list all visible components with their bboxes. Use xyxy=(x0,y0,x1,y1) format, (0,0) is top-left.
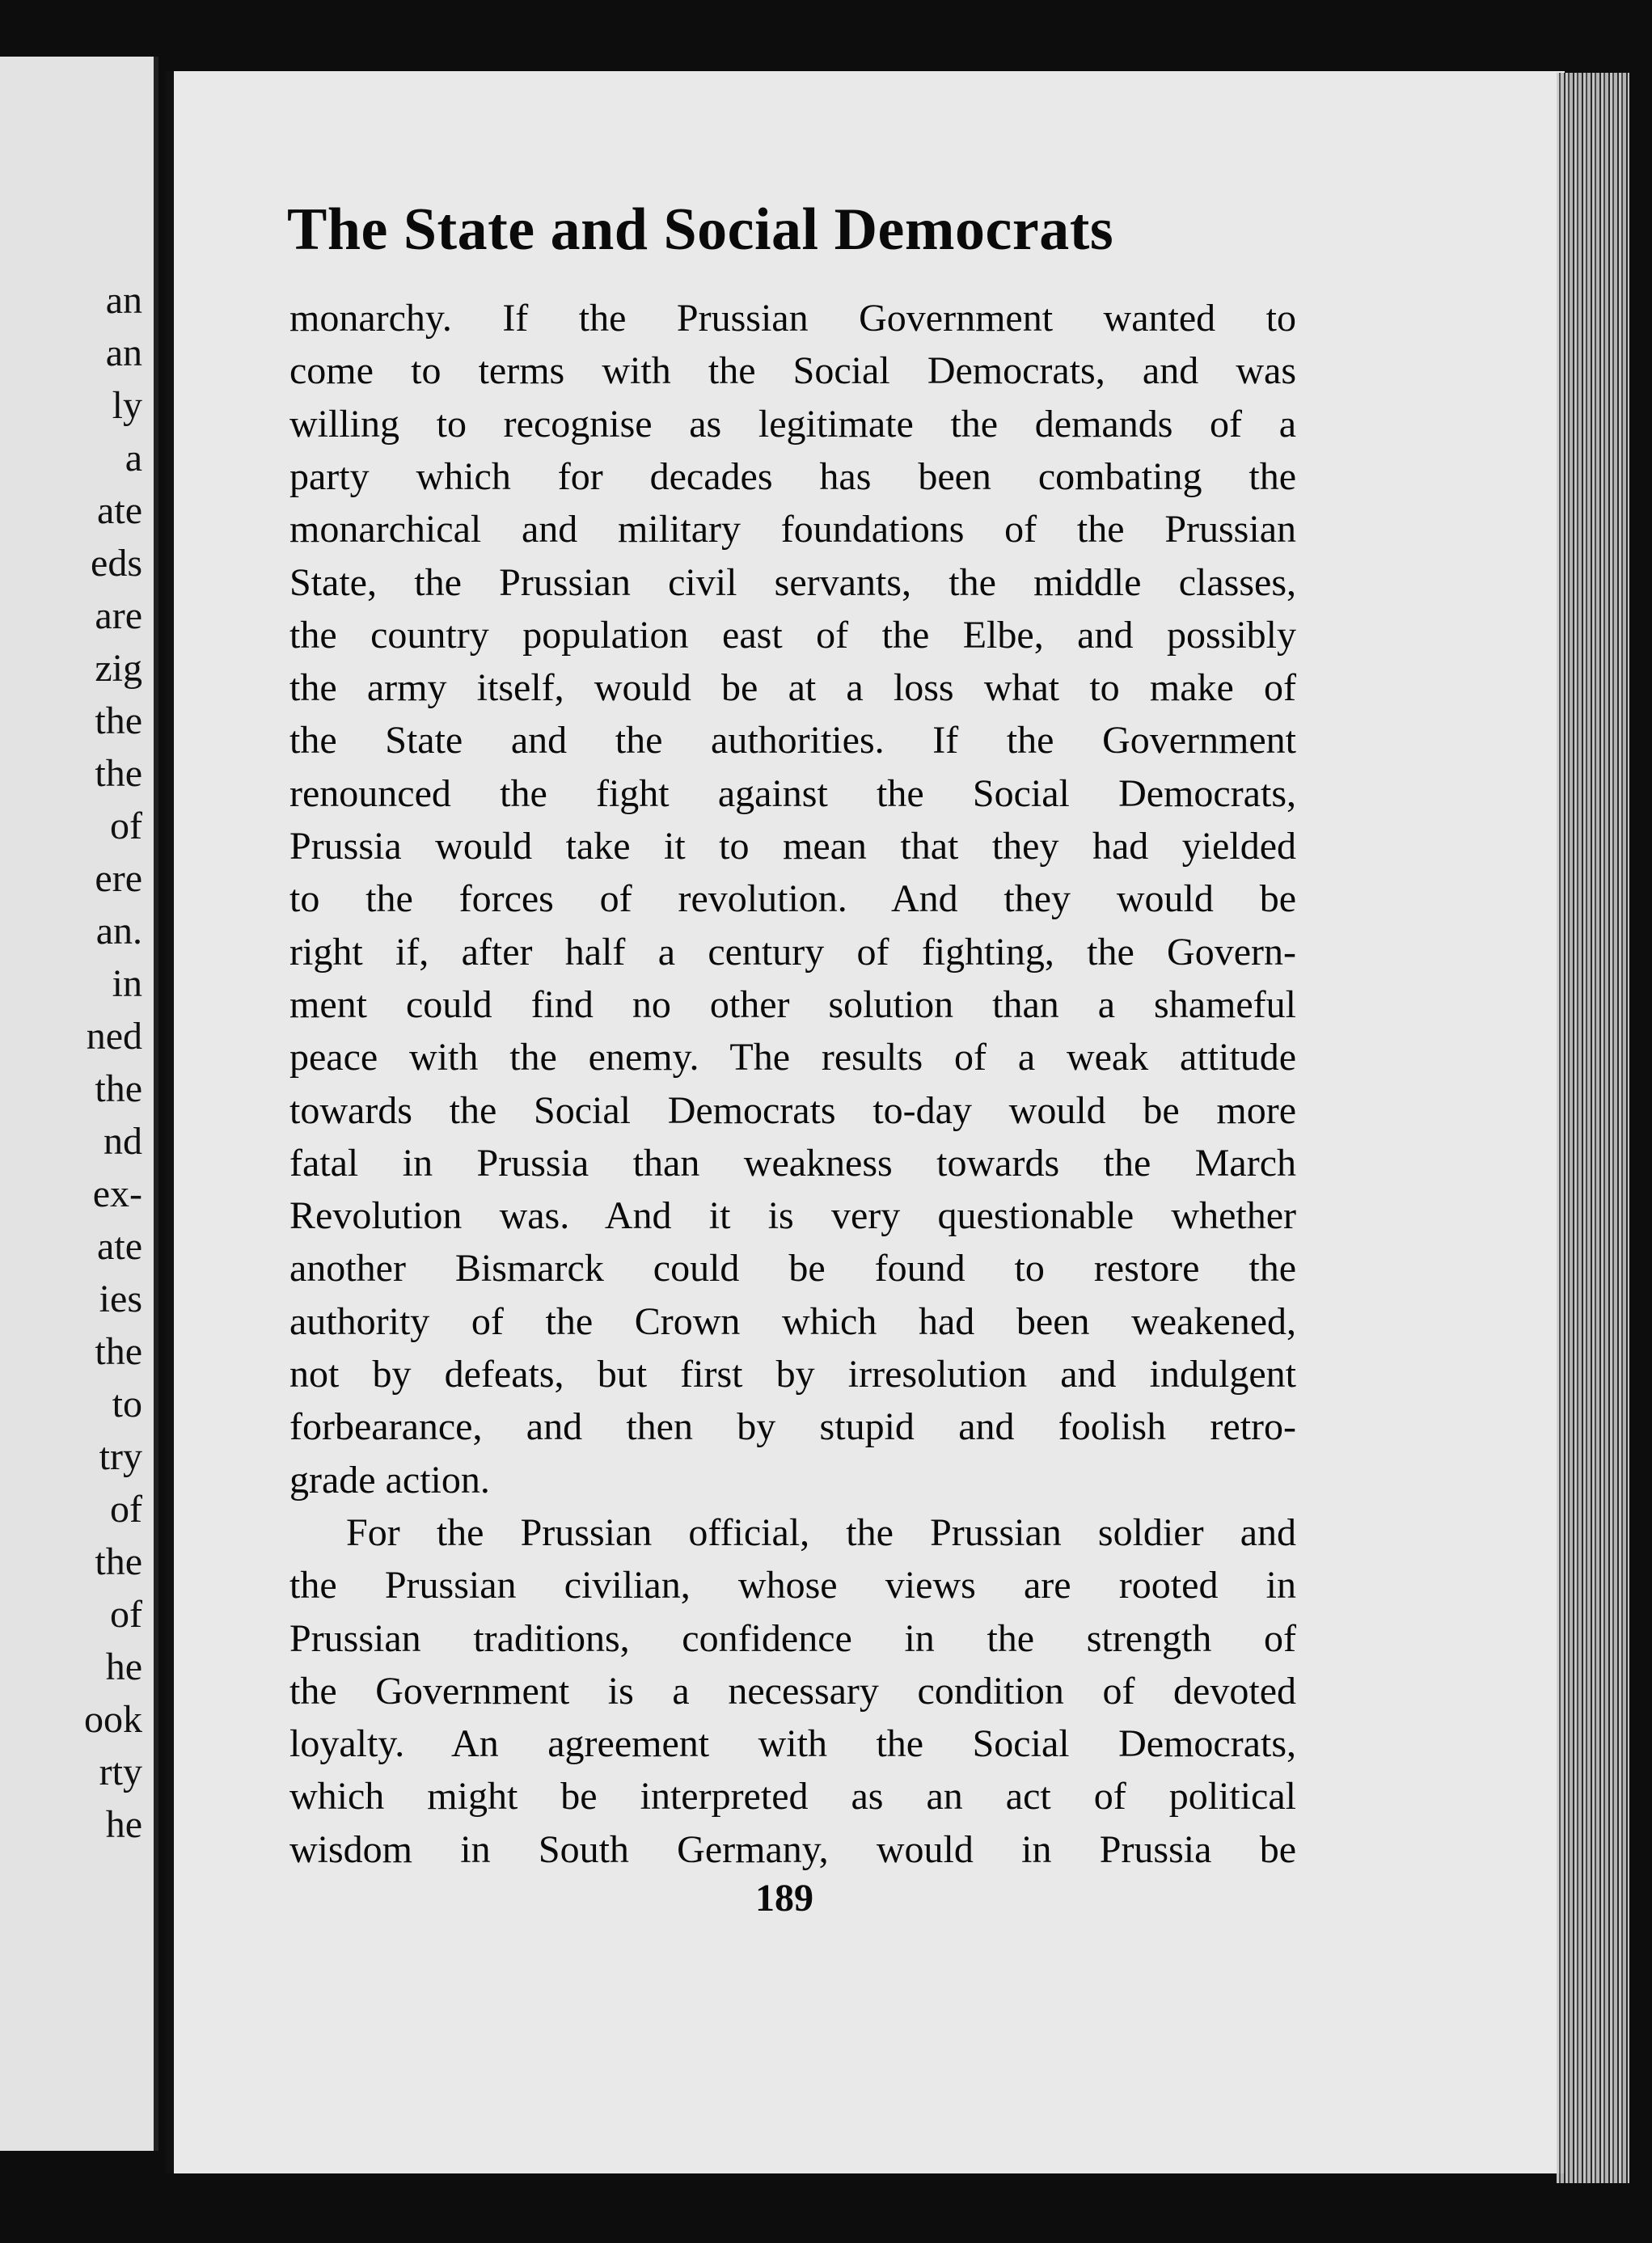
text-line: the country population east of the Elbe, and possibly xyxy=(289,613,1296,657)
text-line: to the forces of revolution. And they would be xyxy=(289,877,1296,921)
left-page-fragment: in xyxy=(112,962,142,1005)
left-page-fragment: an xyxy=(105,332,142,374)
left-page-fragment: ly xyxy=(112,384,142,427)
text-line: monarchical and military foundations of the Prussian xyxy=(289,508,1296,551)
left-page-fragment: ate xyxy=(97,489,142,532)
left-page-fragment: try xyxy=(99,1435,142,1478)
left-page-fragment: ere xyxy=(95,857,142,900)
text-line: authority of the Crown which had been weakened, xyxy=(289,1299,1296,1343)
text-line: Revolution was. And it is very questionable whether xyxy=(289,1194,1296,1238)
text-line: the Prussian civilian, whose views are rooted in xyxy=(289,1564,1296,1607)
text-line: right if, after half a century of fighting, the Govern- xyxy=(289,930,1296,974)
text-line: loyalty. An agreement with the Social Democrats, xyxy=(289,1722,1296,1766)
text-line: Prussian traditions, confidence in the strength of xyxy=(289,1616,1296,1660)
left-page-fragment: the xyxy=(95,1330,142,1373)
left-page-fragment: of xyxy=(110,1488,142,1531)
left-page-fragment: a xyxy=(125,437,142,479)
text-line: monarchy. If the Prussian Government wanted to xyxy=(289,297,1296,340)
left-page-fragment: rty xyxy=(99,1751,142,1793)
text-line: the State and the authorities. If the Government xyxy=(289,719,1296,762)
left-page-fragment: eds xyxy=(91,542,142,585)
left-page-fragment: he xyxy=(105,1803,142,1846)
previous-page-edge xyxy=(0,57,158,2151)
left-page-fragment: nd xyxy=(104,1120,142,1163)
left-page-fragment: the xyxy=(95,1067,142,1110)
left-page-fragment: to xyxy=(112,1383,142,1426)
left-page-fragment: ex- xyxy=(92,1172,142,1215)
text-line: For the Prussian official, the Prussian soldier and xyxy=(346,1510,1296,1554)
left-page-fragment: the xyxy=(95,699,142,742)
left-page-fragment: an xyxy=(105,279,142,322)
left-page-fragment: ned xyxy=(86,1015,142,1058)
left-page-fragment: ook xyxy=(84,1698,142,1741)
page-number: 189 xyxy=(755,1877,813,1920)
left-page-fragment: of xyxy=(110,1593,142,1636)
text-line: Prussia would take it to mean that they had yielded xyxy=(289,825,1296,868)
left-page-fragment: the xyxy=(95,1540,142,1583)
left-page-fragment: the xyxy=(95,752,142,795)
text-line: another Bismarck could be found to restore the xyxy=(289,1247,1296,1290)
left-page-fragment: an. xyxy=(95,910,142,953)
left-page-fragment: he xyxy=(105,1645,142,1688)
left-page-fragment: of xyxy=(110,805,142,847)
text-line: ment could find no other solution than a shameful xyxy=(289,982,1296,1026)
left-page-fragment: zig xyxy=(95,647,142,690)
text-line: renounced the fight against the Social Democrats, xyxy=(289,771,1296,815)
text-line: not by defeats, but first by irresolution and indulgent xyxy=(289,1353,1296,1396)
text-line: forbearance, and then by stupid and foolish retro- xyxy=(289,1405,1296,1449)
text-line: wisdom in South Germany, would in Prussia be xyxy=(289,1827,1296,1871)
text-line: the Government is a necessary condition of devoted xyxy=(289,1669,1296,1713)
left-page-fragment: ies xyxy=(99,1278,142,1320)
text-line: grade action. xyxy=(289,1458,490,1502)
left-page-fragment: are xyxy=(95,594,142,637)
text-line: willing to recognise as legitimate the demands of a xyxy=(289,402,1296,446)
text-line: which might be interpreted as an act of political xyxy=(289,1775,1296,1818)
text-line: fatal in Prussia than weakness towards the March xyxy=(289,1141,1296,1185)
text-line: State, the Prussian civil servants, the middle classes, xyxy=(289,560,1296,604)
text-line: come to terms with the Social Democrats, and was xyxy=(289,349,1296,393)
left-page-fragment: ate xyxy=(97,1225,142,1268)
text-line: party which for decades has been combating the xyxy=(289,454,1296,498)
page-stack-edge xyxy=(1557,73,1629,2183)
page-title: The State and Social Democrats xyxy=(287,196,1114,263)
text-line: towards the Social Democrats to-day would be more xyxy=(289,1088,1296,1132)
text-line: the army itself, would be at a loss what to make of xyxy=(289,666,1296,710)
text-line: peace with the enemy. The results of a weak attitude xyxy=(289,1036,1296,1079)
